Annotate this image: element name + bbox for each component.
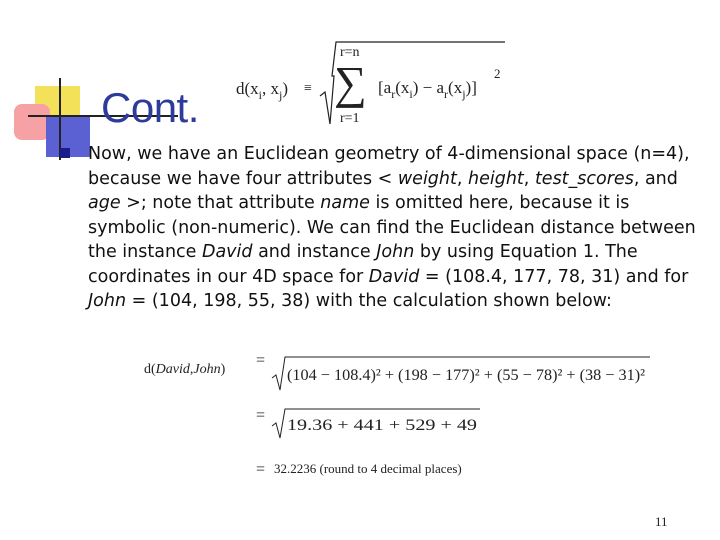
- calculation-equals-1: =: [256, 352, 266, 369]
- calculation-equals-3: =: [256, 461, 266, 478]
- slide-title: Cont.: [101, 84, 199, 131]
- formula-upper-limit: r=n: [340, 45, 360, 60]
- calculation-line-2: 19.36 + 441 + 529 + 49: [287, 417, 477, 434]
- distance-calculation: [140, 350, 665, 480]
- calculation-lhs: d(David,John): [144, 362, 226, 377]
- page-number: 11: [655, 514, 668, 529]
- formula-lhs: $d(x_i$, $x_j$): [236, 79, 289, 102]
- bullet-icon: [60, 148, 70, 158]
- formula-equals: ≡: [304, 81, 312, 96]
- formula-summand: $[a_r(x_i) - a_r(x_j)]$: [378, 78, 477, 101]
- logo-red-square: [14, 104, 50, 140]
- formula-power: 2: [494, 66, 501, 81]
- sigma-symbol: ∑: [334, 57, 367, 108]
- euclidean-distance-formula: [232, 36, 507, 131]
- body-paragraph: Now, we have an Euclidean geometry of 4-dimensional space (n=4), because we have four attributes < weight, height, test_scores, and age >; note that attribute name is omitted here, because it is symbolic (non-numeric). We can find the Euclidean distance between the instance David and instance John by using Equation 1. The coordinates in our 4D space for David = (108.4, 177, 78, 31) and for John = (104, 198, 55, 38) with the calculation shown below:: [88, 144, 696, 311]
- calculation-result: 32.2236 (round to 4 decimal places): [274, 461, 462, 476]
- formula-lower-limit: r=1: [340, 111, 360, 126]
- calculation-line-1: (104 − 108.4)² + (198 − 177)² + (55 − 78)² + (38 − 31)²: [287, 367, 646, 384]
- calculation-equals-2: =: [256, 407, 266, 424]
